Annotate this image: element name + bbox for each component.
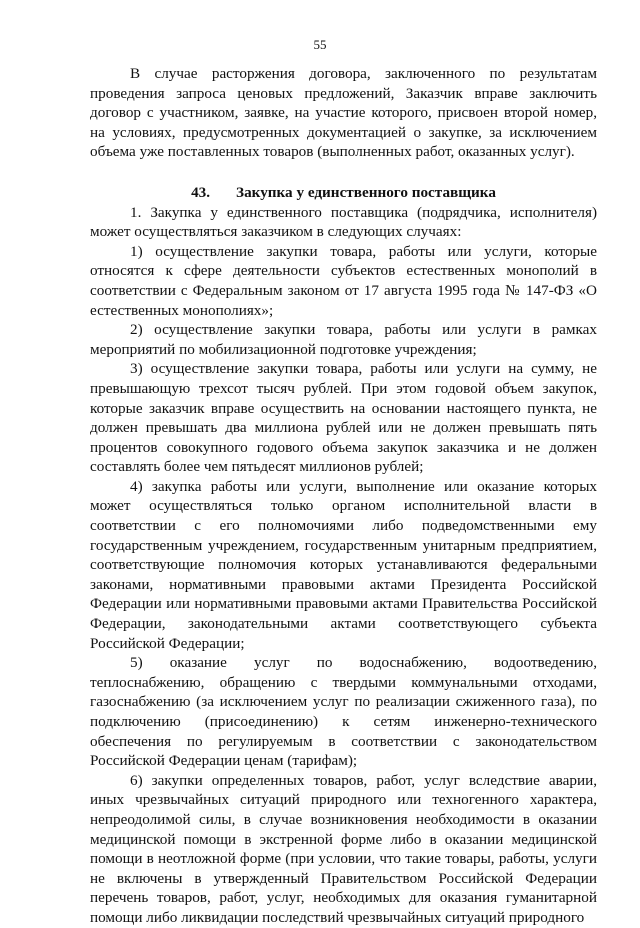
page-number: 55 <box>313 37 327 52</box>
section-number: 43. <box>191 183 211 201</box>
paragraph-subitem-6: 6) закупки определенных товаров, работ, услуг вследствие аварии, иных чрезвычайных ситуаций природного или техногенного характера, непреодолимой силы, в случае возникновения необходимости в оказании медицинской помощи в экстренной форме либо в оказании медицинской помощи в неотложной форме (при условии, что такие товары, работы, услуги не включены в утвержденный Правительством Российской Федерации перечень товаров, работ, услуг, необходимых для оказания гуманитарной помощи либо ликвидации последствий чрезвычайных ситуаций природного <box>90 771 597 926</box>
section-heading <box>90 183 597 203</box>
paragraph-subitem-2: 2) осуществление закупки товара, работы или услуги в рамках мероприятий по мобилизационной подготовке учреждения; <box>90 321 597 358</box>
paragraph-subitem-5: 5) оказание услуг по водоснабжению, водоотведению, теплоснабжению, обращению с твердыми коммунальными отходами, газоснабжению (за исключением услуг по реализации сжиженного газа), по подключению (присоединению) к сетям инженерно-технического обеспечения по регулируемым в соответствии с законодательством Российской Федерации ценам (тарифам); <box>90 654 597 770</box>
page-content <box>90 64 597 928</box>
section-title: Закупка у единственного поставщика <box>236 183 496 201</box>
paragraph-subitem-3: 3) осуществление закупки товара, работы или услуги на сумму, не превышающую трехсот тысяч рублей. При этом годовой объем закупок, которые заказчик вправе осуществить на основании настоящего пункта, не должен превышать два миллиона рублей или не должен превышать пять процентов совокупного годового объема закупок заказчика и не должен составлять более чем пятьдесят миллионов рублей; <box>90 360 597 476</box>
paragraph-subitem-1: 1) осуществление закупки товара, работы или услуги, которые относятся к сфере деятельности субъектов естественных монополий в соответствии с Федеральным законом от 17 августа 1995 года № 147-ФЗ «О естественных монополиях»; <box>90 242 597 319</box>
paragraph-subitem-4: 4) закупка работы или услуги, выполнение или оказание которых может осуществляться только органом исполнительной власти в соответствии с его полномочиями либо подведомственными ему государственным учреждением, государственным унитарным предприятием, соответствующие полномочия которых устанавливаются федеральными законами, нормативными правовыми актами Президента Российской Федерации или нормативными правовыми актами Правительства Российской Федерации, законодательными актами соответствующего субъекта Российской Федерации; <box>90 477 597 652</box>
intro-paragraph: В случае расторжения договора, заключенного по результатам проведения запроса ценовых предложений, Заказчик вправе заключить договор с участником, заявке, на участие которого, присвоен второй номер, на условиях, предусмотренных документацией о закупке, за исключением объема уже поставленных товаров (выполненных работ, оказанных услуг). <box>90 65 597 161</box>
paragraph-item-1: 1. Закупка у единственного поставщика (подрядчика, исполнителя) может осуществляться заказчиком в следующих случаях: <box>90 203 597 241</box>
